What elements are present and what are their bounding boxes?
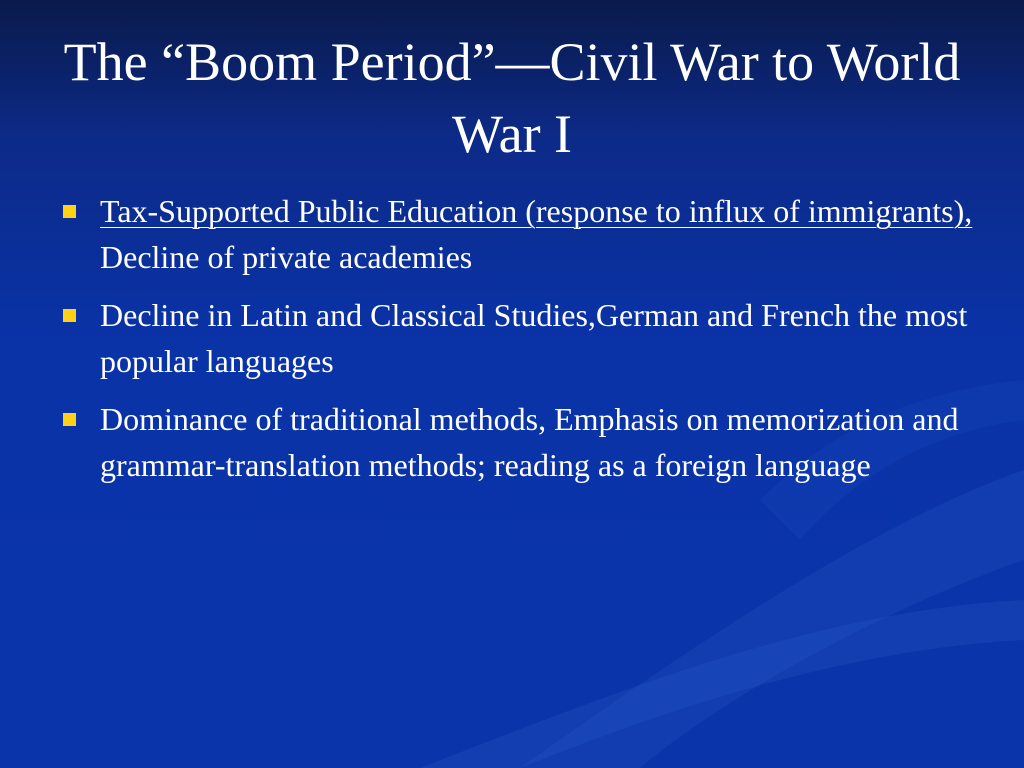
bullet-text: Decline in Latin and Classical Studies,German and French the most popular languages [100, 297, 968, 379]
bullet-item [58, 396, 978, 488]
bullet-item [58, 292, 978, 384]
bullet-text: Decline of private academies [100, 239, 473, 275]
bullet-text: Dominance of traditional methods, Emphasis on memorization and grammar-translation methods; reading as a foreign language [100, 401, 959, 483]
square-bullet-icon [63, 413, 76, 426]
square-bullet-icon [63, 309, 76, 322]
bullet-underlined-text: Tax-Supported Public Education (response to influx of immigrants), [100, 193, 973, 229]
square-bullet-icon [63, 205, 76, 218]
bullet-item [58, 188, 978, 280]
slide-title: The “Boom Period”—Civil War to World War I [63, 32, 961, 164]
bullet-list [58, 188, 978, 500]
